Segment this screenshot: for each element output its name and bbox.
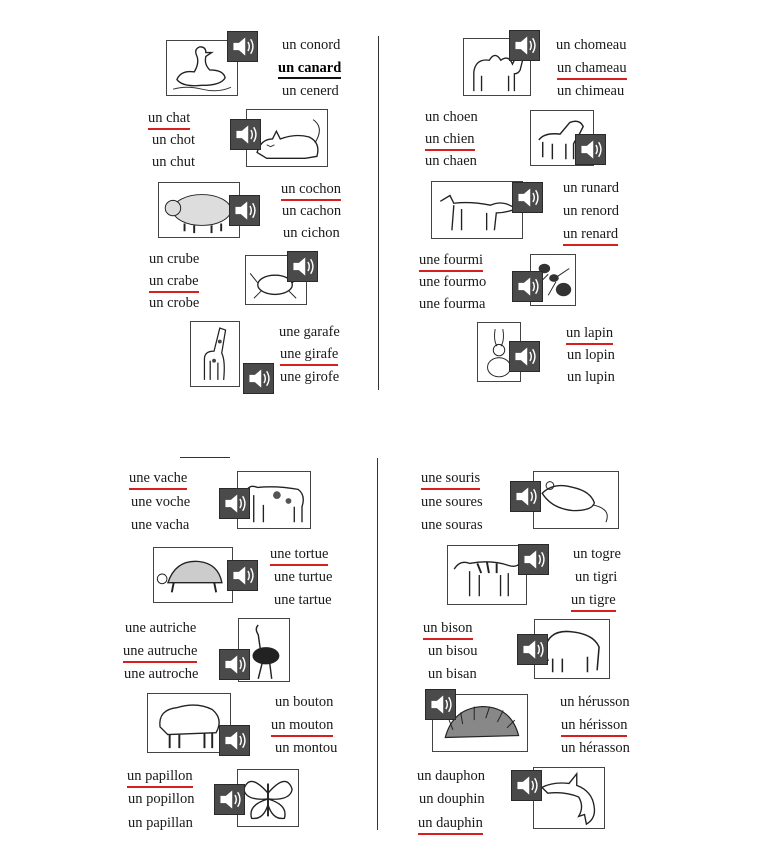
option-18-1[interactable]: un hérisson (561, 717, 627, 737)
giraffe-picture (190, 321, 240, 387)
speaker-button-turtle[interactable] (227, 560, 258, 591)
option-5-1[interactable]: un chameau (557, 60, 627, 80)
option-13-0[interactable]: un bouton (275, 694, 334, 710)
option-16-0[interactable]: un togre (573, 546, 621, 562)
option-16-1[interactable]: un tigri (575, 569, 618, 585)
speaker-icon (576, 135, 605, 164)
speaker-button-camel[interactable] (509, 30, 540, 61)
option-12-0[interactable]: une autriche (125, 620, 197, 636)
option-14-0[interactable]: un papillon (127, 768, 193, 788)
option-18-0[interactable]: un hérusson (560, 694, 630, 710)
option-19-2[interactable]: un dauphin (418, 815, 483, 835)
fox-picture (431, 181, 523, 239)
option-0-2[interactable]: un cenerd (282, 83, 339, 99)
dolphin-icon (534, 768, 604, 828)
speaker-button-bison[interactable] (517, 634, 548, 665)
option-1-0[interactable]: un chat (148, 110, 190, 130)
option-9-2[interactable]: un lupin (567, 369, 615, 385)
option-15-1[interactable]: une soures (421, 494, 483, 510)
option-8-1[interactable]: une fourmo (419, 274, 487, 290)
option-2-2[interactable]: un cichon (283, 225, 340, 241)
option-10-1[interactable]: une voche (131, 494, 191, 510)
option-9-1[interactable]: un lopin (567, 347, 615, 363)
speaker-button-cow[interactable] (219, 488, 250, 519)
option-10-0[interactable]: une vache (129, 470, 187, 490)
speaker-button-duck[interactable] (227, 31, 258, 62)
option-0-0[interactable]: un conord (282, 37, 341, 53)
speaker-icon (230, 196, 259, 225)
pig-picture (158, 182, 240, 238)
short-rule (180, 457, 230, 458)
option-15-2[interactable]: une souras (421, 517, 483, 533)
option-4-2[interactable]: une girofe (280, 369, 340, 385)
speaker-button-ant[interactable] (512, 271, 543, 302)
option-13-2[interactable]: un montou (275, 740, 338, 756)
option-19-1[interactable]: un douphin (419, 791, 485, 807)
butterfly-icon (238, 770, 298, 826)
speaker-icon (512, 771, 541, 800)
speaker-button-rabbit[interactable] (509, 341, 540, 372)
speaker-button-ostrich[interactable] (219, 649, 250, 680)
speaker-button-dolphin[interactable] (511, 770, 542, 801)
option-1-2[interactable]: un chut (152, 154, 196, 170)
dolphin-picture (533, 767, 605, 829)
option-3-2[interactable]: un crobe (149, 295, 200, 311)
option-2-1[interactable]: un cachon (282, 203, 342, 219)
speaker-icon (519, 545, 548, 574)
speaker-button-sheep[interactable] (219, 725, 250, 756)
speaker-button-crab[interactable] (287, 251, 318, 282)
option-6-0[interactable]: un choen (425, 109, 478, 125)
speaker-icon (228, 561, 257, 590)
speaker-icon (518, 635, 547, 664)
option-17-2[interactable]: un bisan (428, 666, 477, 682)
option-11-1[interactable]: une turtue (274, 569, 333, 585)
speaker-button-pig[interactable] (229, 195, 260, 226)
option-17-1[interactable]: un bisou (428, 643, 478, 659)
butterfly-picture (237, 769, 299, 827)
option-7-0[interactable]: un runard (563, 180, 619, 196)
mouse-icon (534, 472, 618, 528)
turtle-picture (153, 547, 233, 603)
option-7-1[interactable]: un renord (563, 203, 619, 219)
option-6-2[interactable]: un chaen (425, 153, 477, 169)
option-3-0[interactable]: un crube (149, 251, 200, 267)
speaker-icon (231, 120, 260, 149)
speaker-button-cat[interactable] (230, 119, 261, 150)
speaker-icon (513, 272, 542, 301)
option-4-1[interactable]: une girafe (280, 346, 338, 366)
option-19-0[interactable]: un dauphon (417, 768, 486, 784)
speaker-icon (220, 489, 249, 518)
speaker-icon (288, 252, 317, 281)
option-12-1[interactable]: une autruche (123, 643, 197, 663)
speaker-button-giraffe[interactable] (243, 363, 274, 394)
speaker-button-fox[interactable] (512, 182, 543, 213)
speaker-icon (510, 342, 539, 371)
option-9-0[interactable]: un lapin (566, 325, 613, 345)
turtle-icon (154, 548, 232, 602)
option-15-0[interactable]: une souris (421, 470, 480, 490)
speaker-button-hedgehog[interactable] (425, 689, 456, 720)
option-14-2[interactable]: un papillan (128, 815, 193, 831)
option-6-1[interactable]: un chien (425, 131, 475, 151)
option-5-2[interactable]: un chimeau (557, 83, 625, 99)
speaker-icon (244, 364, 273, 393)
option-12-2[interactable]: une autroche (124, 666, 199, 682)
speaker-button-butterfly[interactable] (214, 784, 245, 815)
speaker-button-mouse[interactable] (510, 481, 541, 512)
option-14-1[interactable]: un popillon (128, 791, 195, 807)
option-4-0[interactable]: une garafe (279, 324, 340, 340)
speaker-icon (220, 726, 249, 755)
speaker-icon (511, 482, 540, 511)
speaker-icon (510, 31, 539, 60)
speaker-button-tiger[interactable] (518, 544, 549, 575)
option-2-0[interactable]: un cochon (281, 181, 341, 201)
column-divider-top (378, 36, 379, 390)
option-16-2[interactable]: un tigre (571, 592, 616, 612)
option-8-0[interactable]: une fourmi (419, 252, 483, 272)
speaker-icon (220, 650, 249, 679)
sheep-icon (148, 694, 230, 752)
speaker-icon (426, 690, 455, 719)
giraffe-icon (191, 322, 239, 386)
option-13-1[interactable]: un mouton (271, 717, 333, 737)
option-8-2[interactable]: une fourma (419, 296, 486, 312)
speaker-icon (513, 183, 542, 212)
column-divider-bottom (377, 458, 378, 830)
pig-icon (159, 183, 239, 237)
option-17-0[interactable]: un bison (423, 620, 473, 640)
tiger-icon (448, 546, 526, 604)
option-18-2[interactable]: un hérasson (561, 740, 630, 756)
option-0-1[interactable]: un canard (278, 60, 341, 79)
speaker-icon (228, 32, 257, 61)
speaker-button-dog[interactable] (575, 134, 606, 165)
option-11-2[interactable]: une tartue (274, 592, 332, 608)
option-7-2[interactable]: un renard (563, 226, 618, 246)
speaker-icon (215, 785, 244, 814)
tiger-picture (447, 545, 527, 605)
option-11-0[interactable]: une tortue (270, 546, 328, 566)
option-5-0[interactable]: un chomeau (556, 37, 627, 53)
fox-icon (432, 182, 522, 238)
option-3-1[interactable]: un crabe (149, 273, 199, 293)
mouse-picture (533, 471, 619, 529)
option-10-2[interactable]: une vacha (131, 517, 190, 533)
option-1-1[interactable]: un chot (152, 132, 196, 148)
